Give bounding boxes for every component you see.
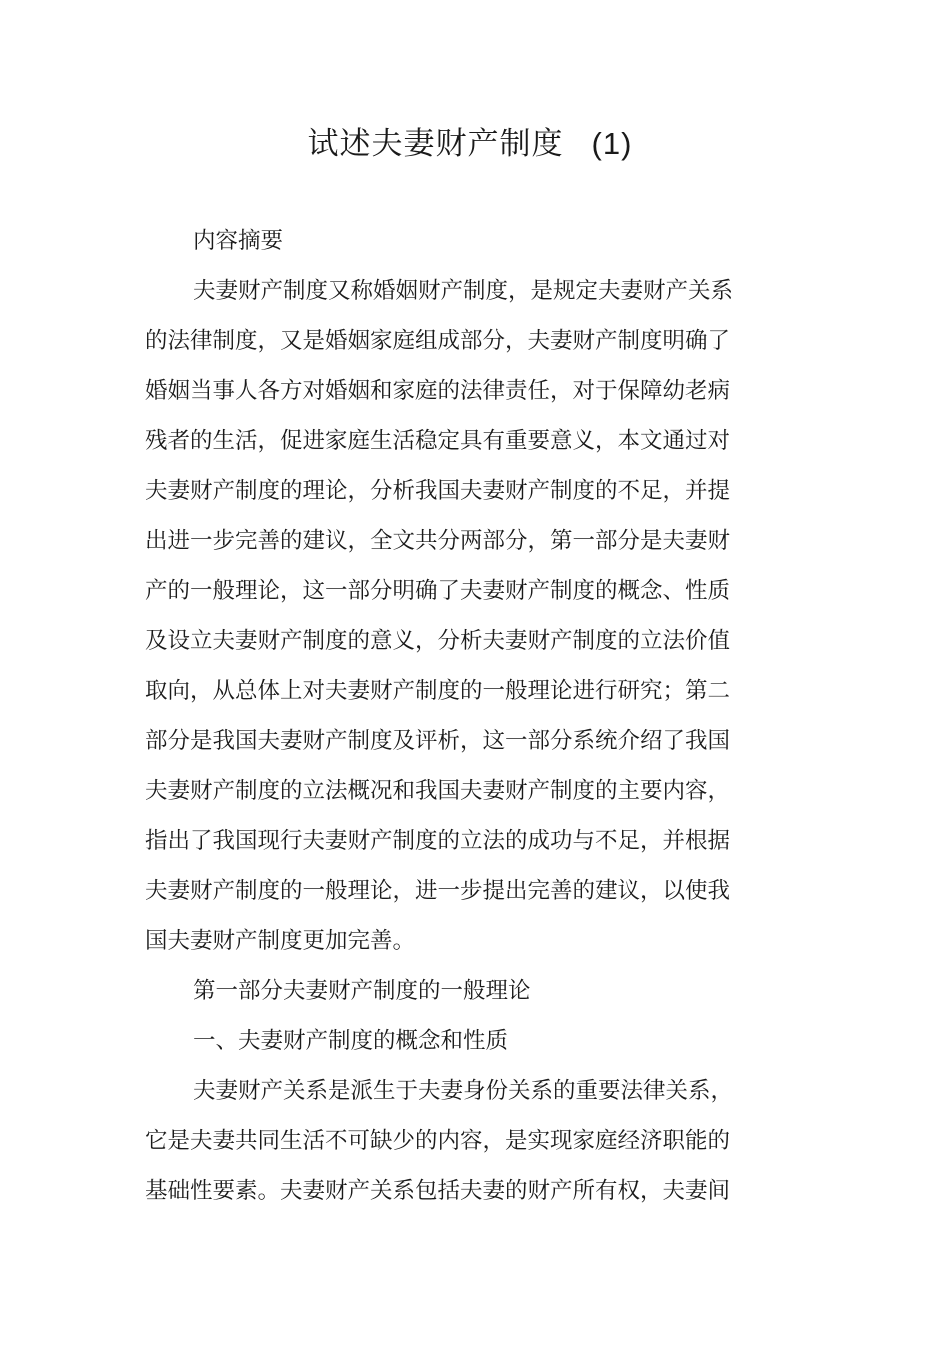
paragraph-line: 基础性要素。夫妻财产关系包括夫妻的财产所有权，夫妻间 [145,1178,731,1204]
subsection-heading: 一、夫妻财产制度的概念和性质 [193,1028,509,1054]
document-title [0,122,940,166]
paragraph-line: 部分是我国夫妻财产制度及评析，这一部分系统介绍了我国 [145,728,731,754]
title-text: 试述夫妻财产制度 [307,126,564,162]
section-heading-part-one: 第一部分夫妻财产制度的一般理论 [193,978,531,1004]
paragraph-line: 夫妻财产关系是派生于夫妻身份关系的重要法律关系， [193,1078,734,1104]
title-number: (1) [591,126,633,161]
paragraph-line: 指出了我国现行夫妻财产制度的立法的成功与不足，并根据 [145,828,731,854]
paragraph-line: 的法律制度，又是婚姻家庭组成部分，夫妻财产制度明确了 [145,328,731,354]
paragraph-line: 及设立夫妻财产制度的意义，分析夫妻财产制度的立法价值 [145,628,731,654]
paragraph-line: 婚姻当事人各方对婚姻和家庭的法律责任，对于保障幼老病 [145,378,731,404]
paragraph-line: 它是夫妻共同生活不可缺少的内容，是实现家庭经济职能的 [145,1128,731,1154]
paragraph-line: 夫妻财产制度的理论，分析我国夫妻财产制度的不足，并提 [145,478,731,504]
paragraph-line: 国夫妻财产制度更加完善。 [145,928,416,954]
paragraph-line: 产的一般理论，这一部分明确了夫妻财产制度的概念、性质 [145,578,731,604]
paragraph-line: 夫妻财产制度又称婚姻财产制度，是规定夫妻财产关系 [193,278,734,304]
paragraph-line: 残者的生活，促进家庭生活稳定具有重要意义，本文通过对 [145,428,731,454]
document-body [145,216,745,1216]
paragraph-line: 夫妻财产制度的立法概况和我国夫妻财产制度的主要内容， [145,778,731,804]
paragraph-line: 出进一步完善的建议，全文共分两部分，第一部分是夫妻财 [145,528,731,554]
section-heading-abstract: 内容摘要 [193,228,284,254]
paragraph-line: 取向，从总体上对夫妻财产制度的一般理论进行研究；第二 [145,678,731,704]
paragraph-line: 夫妻财产制度的一般理论，进一步提出完善的建议，以使我 [145,878,731,904]
